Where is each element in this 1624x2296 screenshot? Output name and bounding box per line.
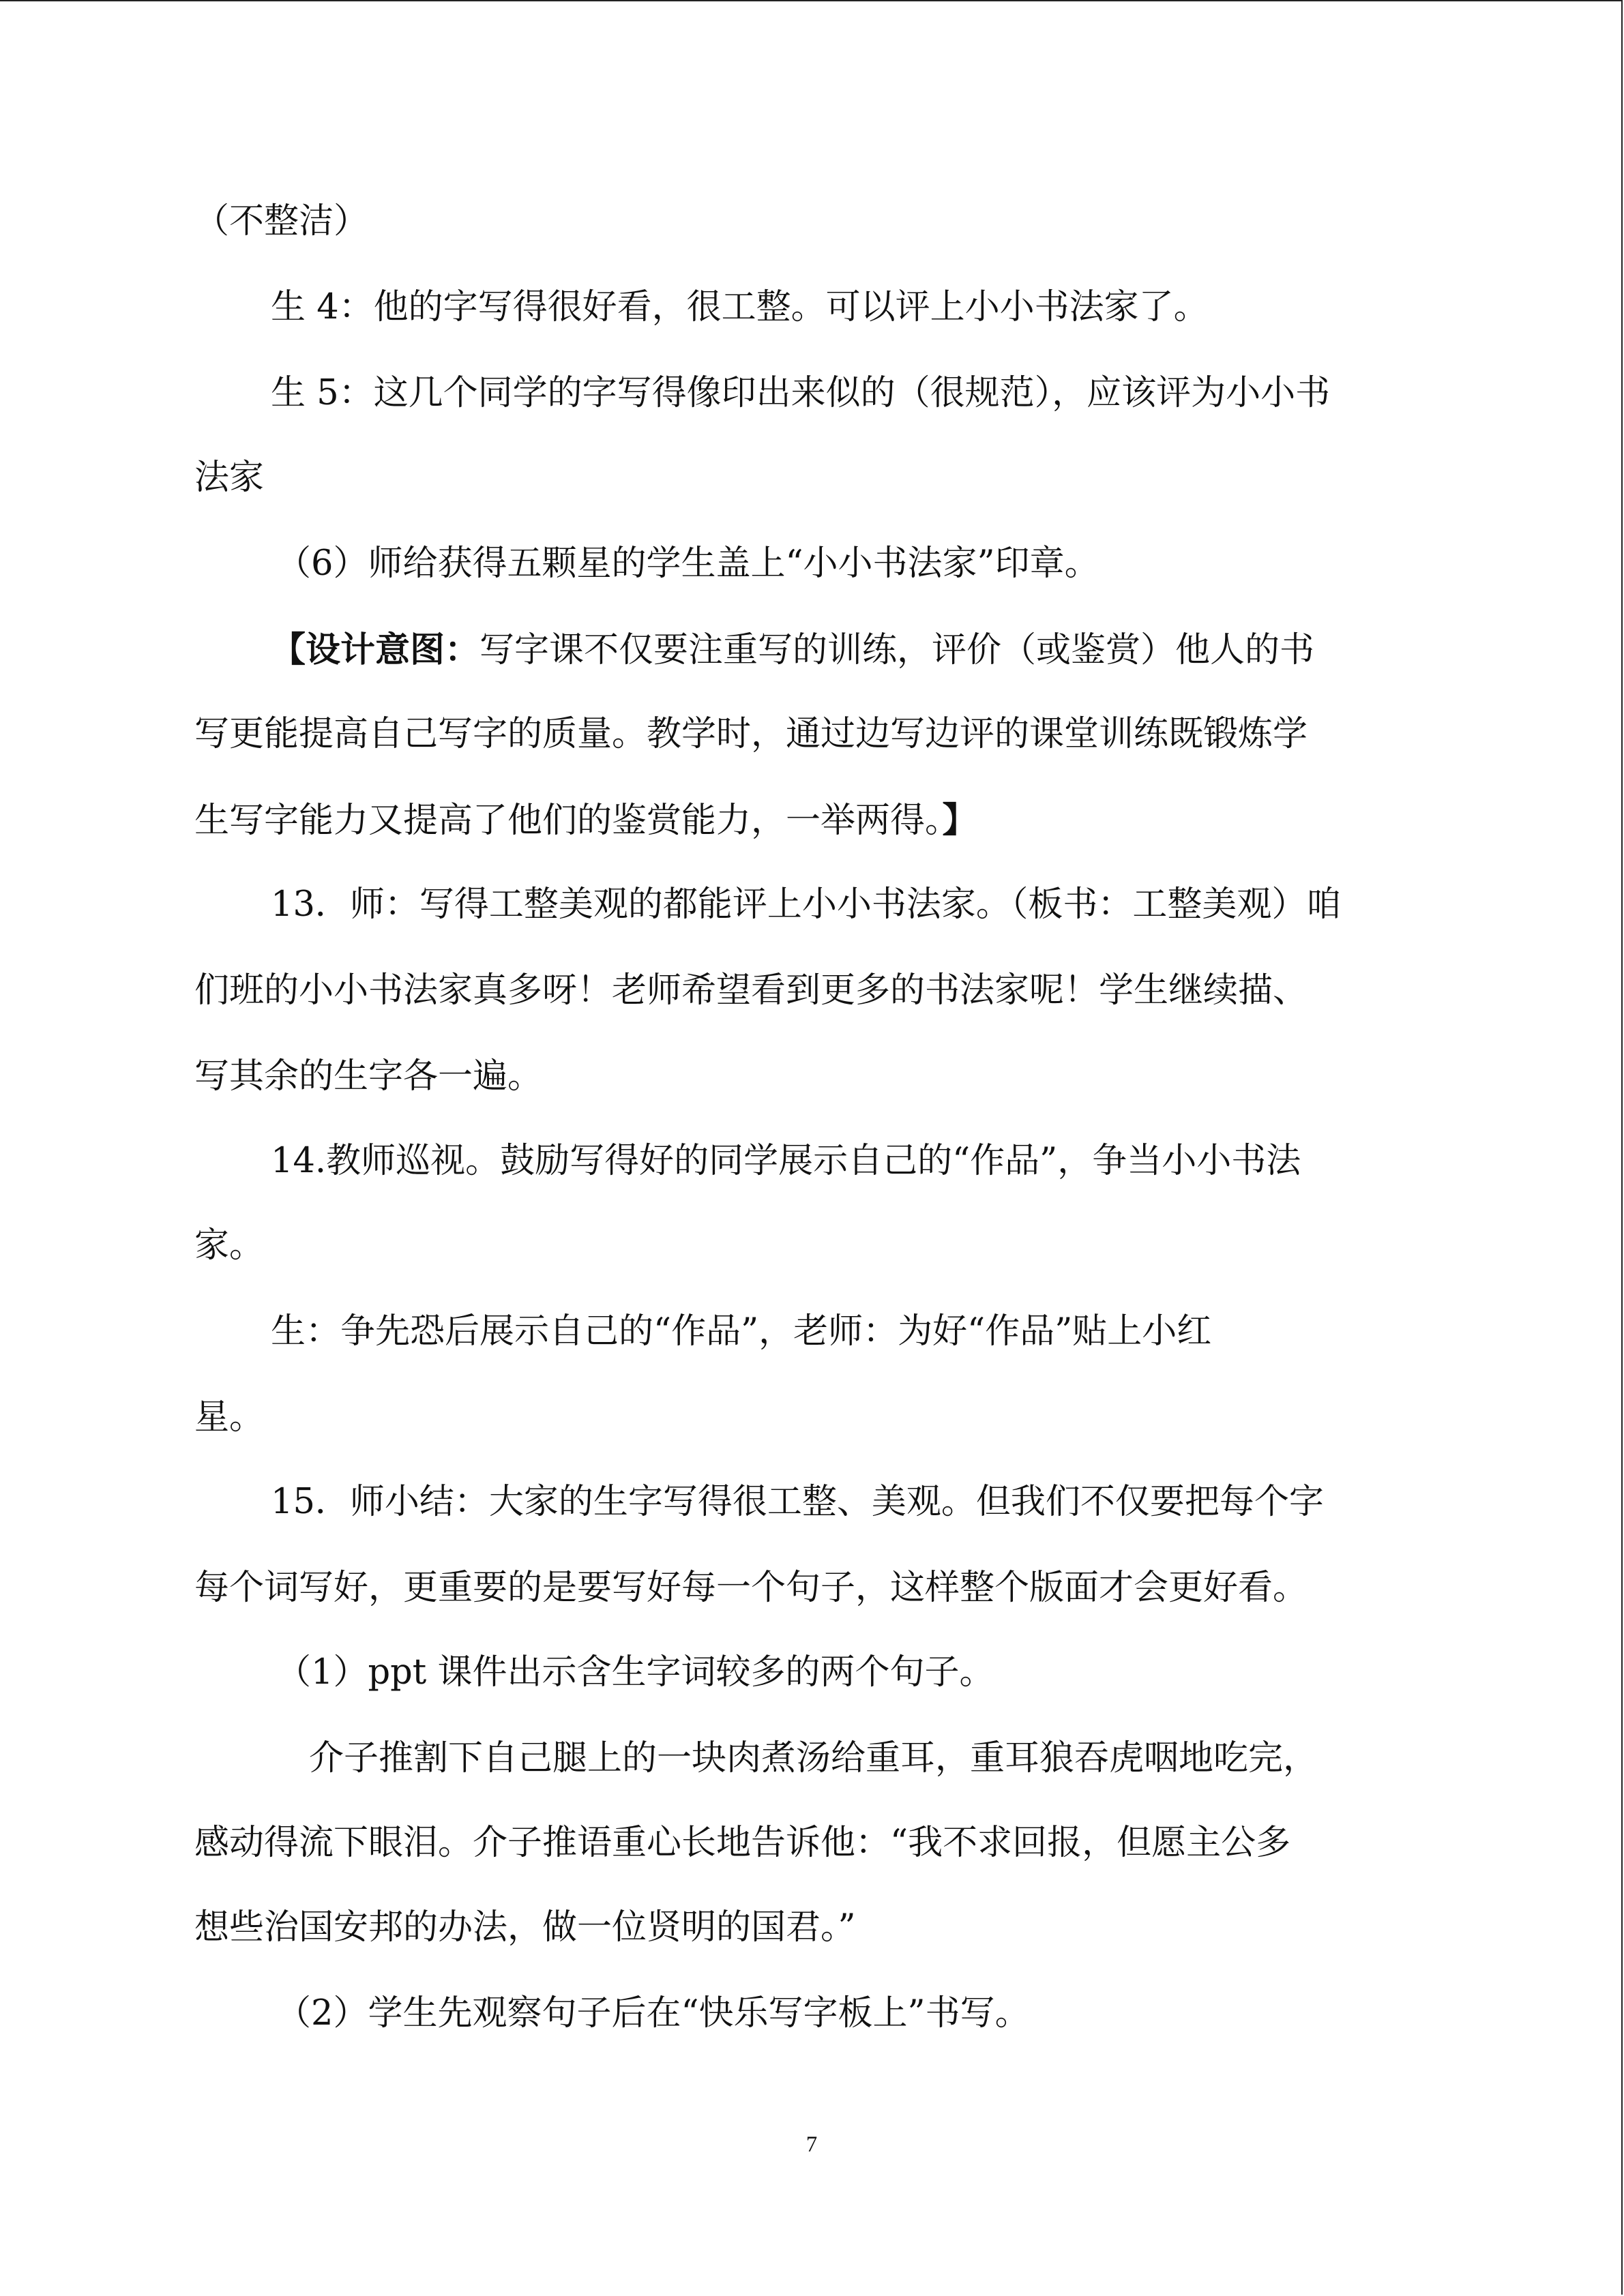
text-line [194,796,977,844]
text-line: （不整洁） [194,201,369,241]
text-line: 介子推割下自己腿上的一块肉煮汤给重耳，重耳狼吞虎咽地吃完， [309,1738,1318,1778]
text-line: 每个词写好，更重要的是要写好每一个句子，这样整个版面才会更好看。 [194,1568,1308,1608]
text-line: 法家 [194,458,265,498]
design-intent-end-text: 生写字能力又提高了他们的鉴赏能力，一举两得。 [194,801,943,841]
text-line: 感动得流下眼泪。介子推语重心长地告诉他：“我不求回报，但愿主公多 [194,1823,1291,1863]
bracket-close: 】 [942,800,977,841]
design-intent-label: 设计意图： [306,629,480,670]
text-line: （1）ppt 课件出示含生字词较多的两个句子。 [276,1652,994,1693]
design-intent-text: 写字课不仅要注重写的训练，评价（或鉴赏）他人的书 [479,630,1315,670]
page-number: 7 [806,2132,818,2157]
text-line: 家。 [194,1225,265,1266]
text-line: 写其余的生字各一遍。 [194,1056,543,1097]
design-intent-line [271,626,1314,674]
text-line: 14.教师巡视。鼓励写得好的同学展示自己的“作品”，争当小小书法 [271,1141,1301,1181]
text-line: 生 5：这几个同学的字写得像印出来似的（很规范），应该评为小小书 [271,373,1331,413]
text-line: （2）学生先观察句子后在“快乐写字板上”书写。 [276,1993,1030,2033]
text-line: 星。 [194,1397,265,1437]
text-line: 生：争先恐后展示自己的“作品”，老师：为好“作品”贴上小红 [271,1311,1212,1352]
text-line: 想些治国安邦的办法，做一位贤明的国君。” [194,1907,856,1948]
text-line: 生 4：他的字写得很好看，很工整。可以评上小小书法家了。 [271,287,1209,327]
text-line: 写更能提高自己写字的质量。教学时，通过边写边评的课堂训练既锻炼学 [194,714,1308,754]
bracket-open: 【 [271,629,306,670]
text-line: 15．师小结：大家的生字写得很工整、美观。但我们不仅要把每个字 [271,1482,1324,1522]
text-line: 们班的小小书法家真多呀！老师希望看到更多的书法家呢！学生继续描、 [194,970,1308,1011]
text-line: 13．师：写得工整美观的都能评上小小书法家。（板书：工整美观）咱 [271,884,1342,925]
text-line: （6）师给获得五颗星的学生盖上“小小书法家”印章。 [276,543,1099,584]
